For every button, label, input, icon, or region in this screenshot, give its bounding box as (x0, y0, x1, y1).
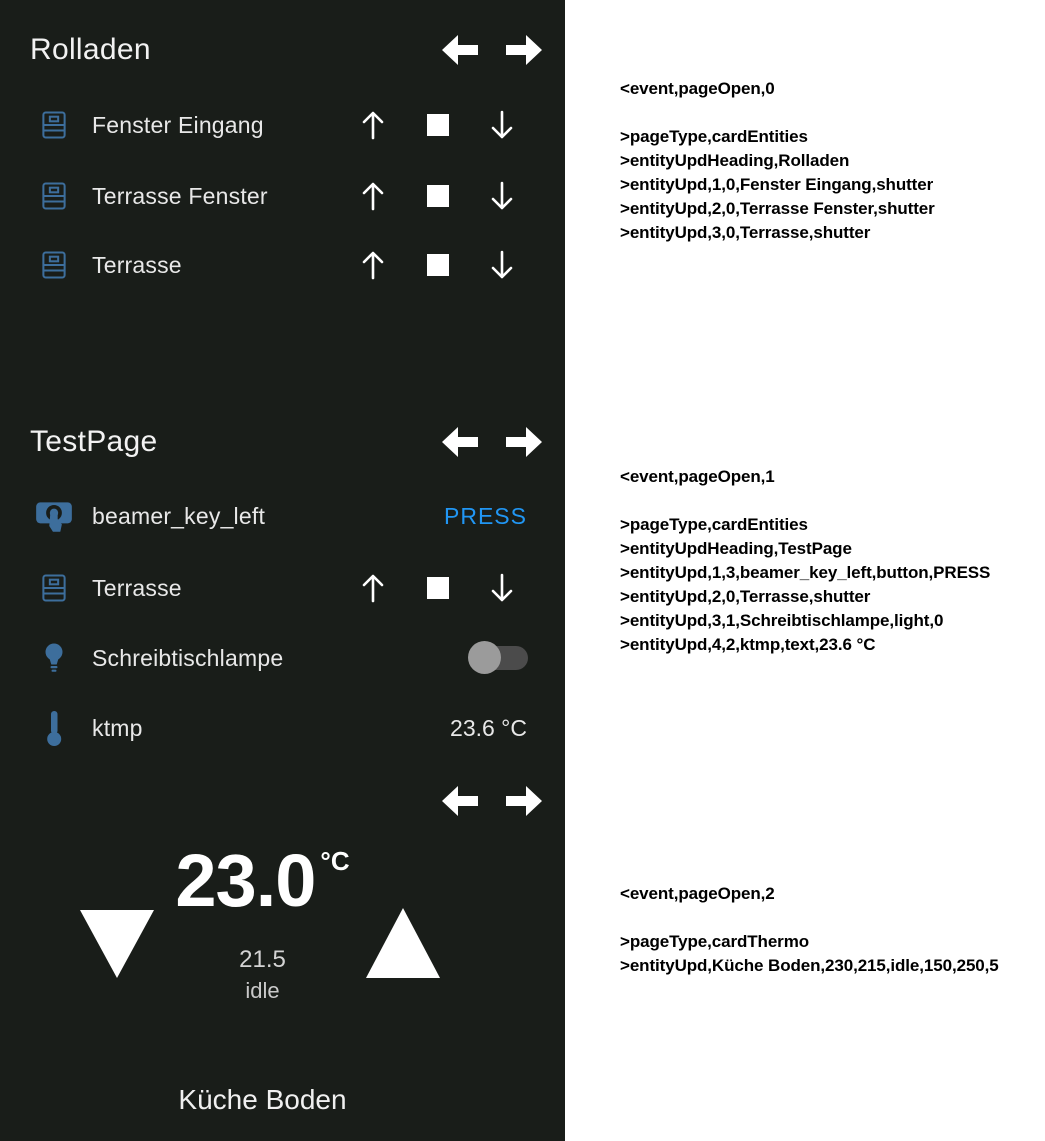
log-line: >entityUpd,2,0,Terrasse,shutter (620, 587, 871, 606)
hvac-state: idle (245, 978, 280, 1003)
arrow-down-icon (487, 570, 517, 606)
log-line: <event,pageOpen,0 (620, 79, 775, 98)
card-entities-testpage (0, 380, 565, 760)
arrow-left-icon (441, 785, 479, 817)
entity-row (28, 168, 565, 224)
log-line (620, 906, 999, 930)
page-nav (441, 426, 543, 458)
page-prev-button[interactable] (441, 34, 479, 66)
stop-icon (427, 114, 449, 136)
arrow-right-icon (505, 34, 543, 66)
arrow-up-icon (358, 570, 388, 606)
arrow-down-icon (487, 247, 517, 283)
log-line: >pageType,cardEntities (620, 127, 808, 146)
press-button[interactable]: PRESS (444, 502, 527, 529)
shutter-controls (358, 247, 517, 283)
serial-log-page2 (620, 882, 999, 978)
log-line: <event,pageOpen,2 (620, 884, 775, 903)
card-header (30, 24, 543, 76)
page-next-button[interactable] (505, 785, 543, 817)
shutter-up-button[interactable] (358, 247, 388, 283)
page-title: Rolladen (30, 33, 151, 66)
shutter-icon (28, 250, 80, 280)
shutter-icon (28, 573, 80, 603)
target-temperature: 21.5 (239, 946, 286, 973)
arrow-up-icon (358, 178, 388, 214)
shutter-down-button[interactable] (487, 107, 517, 143)
log-line: >entityUpdHeading,TestPage (620, 539, 852, 558)
arrow-down-icon (487, 178, 517, 214)
serial-log-page1 (620, 465, 990, 657)
arrow-up-icon (358, 247, 388, 283)
stop-icon (427, 254, 449, 276)
thermometer-icon (28, 709, 80, 747)
entity-label: Schreibtischlampe (92, 644, 284, 671)
entity-row (28, 97, 565, 153)
shutter-stop-button[interactable] (427, 185, 449, 207)
arrow-right-icon (505, 785, 543, 817)
log-line: >entityUpd,3,0,Terrasse,shutter (620, 223, 871, 242)
gesture-tap-button-icon (28, 497, 80, 535)
shutter-controls (358, 570, 517, 606)
shutter-up-button[interactable] (358, 107, 388, 143)
page-nav (441, 34, 543, 66)
log-line: >entityUpd,3,1,Schreibtischlampe,light,0 (620, 611, 944, 630)
shutter-controls (358, 107, 517, 143)
page-next-button[interactable] (505, 34, 543, 66)
card-header (30, 416, 543, 468)
log-line: >entityUpd,1,0,Fenster Eingang,shutter (620, 175, 934, 194)
page-title: TestPage (30, 425, 158, 458)
shutter-icon (28, 181, 80, 211)
entity-label: beamer_key_left (92, 502, 266, 529)
shutter-stop-button[interactable] (427, 254, 449, 276)
thermostat-name: Küche Boden (178, 1084, 347, 1115)
shutter-stop-button[interactable] (427, 114, 449, 136)
shutter-icon (28, 110, 80, 140)
arrow-left-icon (441, 426, 479, 458)
entity-label: Terrasse (92, 251, 182, 278)
entity-row (28, 560, 565, 616)
log-line (620, 489, 990, 513)
shutter-controls (358, 178, 517, 214)
entity-row (28, 237, 565, 293)
arrow-right-icon (505, 426, 543, 458)
entity-label: Terrasse (92, 574, 182, 601)
lightbulb-icon (28, 641, 80, 675)
shutter-up-button[interactable] (358, 570, 388, 606)
entity-row (28, 630, 565, 686)
entity-row (28, 488, 565, 544)
shutter-down-button[interactable] (487, 570, 517, 606)
stop-icon (427, 185, 449, 207)
entity-label: Terrasse Fenster (92, 182, 268, 209)
log-line: >entityUpd,1,3,beamer_key_left,button,PRESS (620, 563, 991, 582)
log-line: >entityUpdHeading,Rolladen (620, 151, 850, 170)
shutter-up-button[interactable] (358, 178, 388, 214)
current-temperature (0, 839, 525, 922)
card-thermo (0, 760, 565, 1141)
entity-label: Fenster Eingang (92, 111, 264, 138)
light-toggle[interactable] (468, 641, 528, 675)
page-next-button[interactable] (505, 426, 543, 458)
page-prev-button[interactable] (441, 426, 479, 458)
entity-row (28, 700, 565, 756)
temperature-value: 23.0 (175, 839, 316, 922)
arrow-left-icon (441, 34, 479, 66)
shutter-stop-button[interactable] (427, 577, 449, 599)
arrow-down-icon (487, 107, 517, 143)
log-line: >entityUpd,4,2,ktmp,text,23.6 °C (620, 635, 876, 654)
shutter-down-button[interactable] (487, 178, 517, 214)
stop-icon (427, 577, 449, 599)
page-nav (441, 785, 543, 817)
shutter-down-button[interactable] (487, 247, 517, 283)
sensor-value: 23.6 °C (450, 714, 527, 741)
log-line: >pageType,cardThermo (620, 932, 809, 951)
card-entities-rolladen (0, 0, 565, 380)
arrow-up-icon (358, 107, 388, 143)
log-line: >entityUpd,Küche Boden,230,215,idle,150,250,5 (620, 956, 999, 975)
page-prev-button[interactable] (441, 785, 479, 817)
temperature-unit: °C (320, 846, 350, 876)
serial-log-page0 (620, 77, 935, 245)
entity-label: ktmp (92, 714, 143, 741)
log-line: >entityUpd,2,0,Terrasse Fenster,shutter (620, 199, 935, 218)
toggle-knob (468, 641, 501, 674)
log-line: <event,pageOpen,1 (620, 467, 775, 486)
log-line (620, 101, 935, 125)
log-line: >pageType,cardEntities (620, 515, 808, 534)
